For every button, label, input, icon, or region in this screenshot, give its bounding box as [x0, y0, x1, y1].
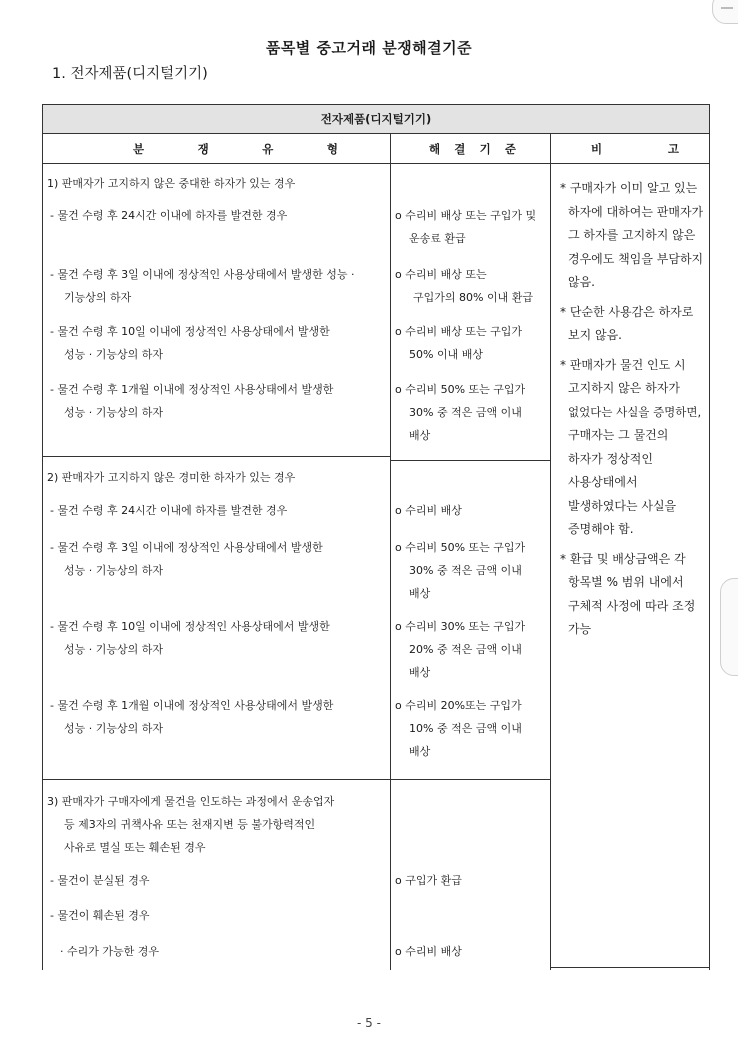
- remark-line: 구체적 사정에 따라 조정: [568, 598, 696, 613]
- remarks-block: [560, 177, 710, 648]
- remarks-bottom: [550, 967, 710, 968]
- remark-line: 않음.: [568, 275, 595, 289]
- dispute-type-text: 성능 · 기능상의 하자: [64, 406, 163, 419]
- resolution-text: 20% 중 적은 금액 이내: [409, 643, 522, 656]
- resolution-text: 구입가의 80% 이내 환급: [413, 291, 533, 304]
- resolution-text: 배상: [409, 429, 431, 442]
- dispute-type-text: 성능 · 기능상의 하자: [64, 643, 163, 656]
- remark-line: 하자에 대하여는 판매자가: [568, 204, 704, 219]
- group-separator: [42, 779, 390, 780]
- section-title: 1. 전자제품(디지털기기): [52, 66, 208, 82]
- col-resolution-char: 기: [479, 141, 491, 156]
- resolution-text: o 수리비 배상: [395, 945, 462, 958]
- col-resolution: [390, 134, 550, 164]
- col-dispute-type-char: 쟁: [197, 141, 209, 156]
- col-dispute-type: [42, 134, 390, 164]
- group-separator: [390, 460, 550, 461]
- remark-line: * 구매자가 이미 알고 있는: [560, 181, 698, 195]
- remark-line: * 판매자가 물건 인도 시: [560, 357, 686, 372]
- col-dispute-type-char: 형: [326, 141, 338, 156]
- resolution-text: 10% 중 적은 금액 이내: [409, 722, 522, 735]
- remark-item: [560, 548, 710, 642]
- dispute-type-text: 성능 · 기능상의 하자: [64, 722, 163, 735]
- dispute-type-text: 성능 · 기능상의 하자: [64, 348, 163, 361]
- remark-line: * 단순한 사용감은 하자로: [560, 304, 694, 319]
- tab-handle: [721, 7, 733, 9]
- group-heading: 등 제3자의 귀책사유 또는 천재지변 등 불가항력적인: [64, 818, 316, 831]
- dispute-type-text: - 물건 수령 후 10일 이내에 정상적인 사용상태에서 발생한: [50, 325, 330, 338]
- resolution-text: 배상: [409, 587, 431, 600]
- border-left: [42, 164, 43, 970]
- resolution-text: 30% 중 적은 금액 이내: [409, 406, 522, 419]
- resolution-text: 배상: [409, 745, 431, 758]
- col-remarks-char: 비: [591, 141, 603, 156]
- resolution-text: 운송료 환급: [409, 232, 466, 245]
- remark-line: 고지하지 않은 하자가: [568, 381, 680, 395]
- col-remarks-char: 고: [667, 141, 679, 156]
- group-separator: [390, 779, 550, 780]
- resolution-text: o 수리비 50% 또는 구입가: [395, 541, 526, 554]
- remark-line: * 환급 및 배상금액은 각: [560, 551, 686, 566]
- col-resolution-char: 준: [504, 141, 516, 156]
- remark-line: 보지 않음.: [568, 328, 622, 342]
- resolution-text: o 수리비 배상 또는 구입가: [395, 325, 522, 338]
- dispute-type-text: - 물건이 분실된 경우: [50, 874, 150, 887]
- dispute-type-text: 성능 · 기능상의 하자: [64, 564, 163, 577]
- border-col2: [550, 164, 551, 970]
- dispute-type-text: - 물건 수령 후 1개월 이내에 정상적인 사용상태에서 발생한: [50, 383, 334, 396]
- dispute-type-text: - 물건 수령 후 1개월 이내에 정상적인 사용상태에서 발생한: [50, 699, 334, 712]
- remark-item: [560, 301, 710, 348]
- remark-line: 하자가 정상적인: [568, 451, 653, 466]
- resolution-text: 50% 이내 배상: [409, 348, 483, 361]
- remark-line: 증명해야 함.: [568, 522, 634, 536]
- resolution-text: o 구입가 환급: [395, 874, 462, 887]
- group-separator: [42, 456, 390, 457]
- col-resolution-char: 해: [429, 141, 441, 156]
- page-number: - 5 -: [357, 1016, 381, 1030]
- remark-line: 가능: [568, 622, 592, 636]
- resolution-text: o 수리비 배상 또는: [395, 268, 487, 281]
- resolution-text: o 수리비 20%또는 구입가: [395, 699, 522, 712]
- resolution-text: o 수리비 50% 또는 구입가: [395, 383, 526, 396]
- col-remarks: [550, 134, 710, 164]
- resolution-text: 배상: [409, 666, 431, 679]
- resolution-text: o 수리비 배상 또는 구입가 및: [395, 209, 537, 222]
- remark-line: 사용상태에서: [568, 475, 638, 489]
- group-heading: 1) 판매자가 고지하지 않은 중대한 하자가 있는 경우: [47, 177, 296, 190]
- dispute-type-text: · 수리가 가능한 경우: [60, 945, 159, 958]
- dispute-type-text: - 물건 수령 후 3일 이내에 정상적인 사용상태에서 발생한: [50, 541, 323, 554]
- group-heading: 사유로 멸실 또는 훼손된 경우: [64, 841, 206, 854]
- remark-line: 항목별 % 범위 내에서: [568, 575, 684, 589]
- table-header: 전자제품(디지털기기): [42, 104, 710, 134]
- remark-line: 구매자는 그 물건의: [568, 428, 669, 442]
- remark-line: 그 하자를 고지하지 않은: [568, 228, 696, 242]
- remark-item: [560, 177, 710, 295]
- remark-item: [560, 354, 710, 542]
- viewer-edge-tab[interactable]: [712, 0, 738, 24]
- remark-line: 발생하였다는 사실을: [568, 498, 677, 513]
- remark-line: 경우에도 책임을 부담하지: [568, 251, 704, 266]
- dispute-type-text: - 물건 수령 후 3일 이내에 정상적인 사용상태에서 발생한 성능 ·: [50, 268, 355, 281]
- resolution-text: o 수리비 30% 또는 구입가: [395, 620, 526, 633]
- dispute-type-text: - 물건이 훼손된 경우: [50, 909, 150, 922]
- col-dispute-type-char: 유: [262, 141, 274, 156]
- dispute-type-text: 기능상의 하자: [64, 291, 132, 304]
- group-heading: 2) 판매자가 고지하지 않은 경미한 하자가 있는 경우: [47, 471, 296, 484]
- col-dispute-type-char: 분: [133, 141, 145, 156]
- col-resolution-char: 결: [454, 141, 466, 156]
- resolution-text: 30% 중 적은 금액 이내: [409, 564, 522, 577]
- document-title: 품목별 중고거래 분쟁해결기준: [265, 39, 473, 57]
- dispute-type-text: - 물건 수령 후 24시간 이내에 하자를 발견한 경우: [50, 504, 288, 517]
- border-col1: [390, 164, 391, 970]
- dispute-type-text: - 물건 수령 후 10일 이내에 정상적인 사용상태에서 발생한: [50, 620, 330, 633]
- group-heading: 3) 판매자가 구매자에게 물건을 인도하는 과정에서 운송업자: [47, 795, 335, 808]
- resolution-text: o 수리비 배상: [395, 504, 462, 517]
- viewer-side-handle[interactable]: [720, 578, 738, 676]
- dispute-type-text: - 물건 수령 후 24시간 이내에 하자를 발견한 경우: [50, 209, 288, 222]
- remark-line: 없었다는 사실을 증명하면,: [568, 404, 702, 419]
